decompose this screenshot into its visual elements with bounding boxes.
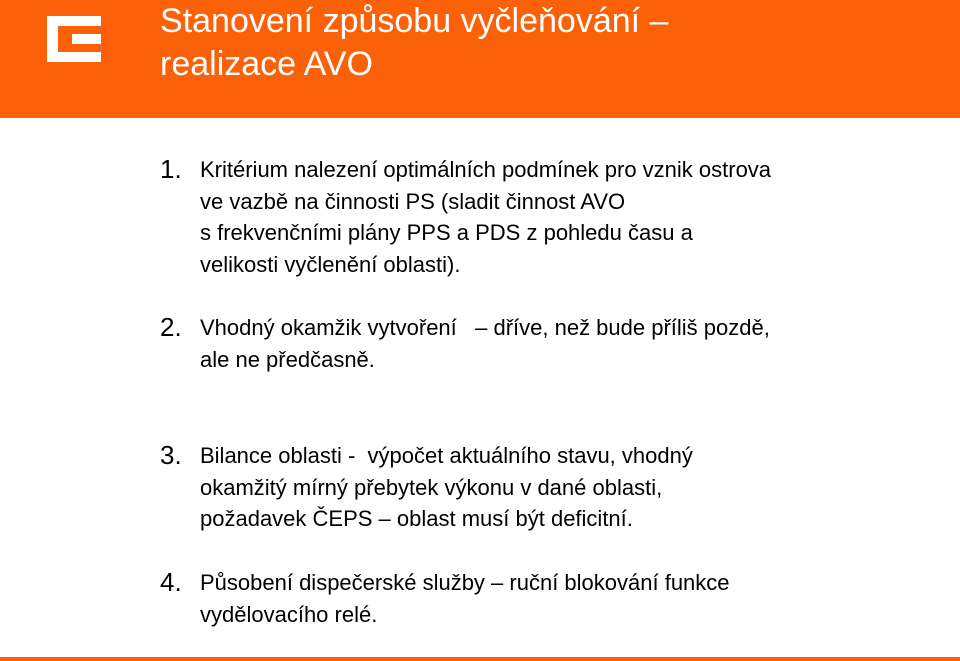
list-item-4 xyxy=(160,567,920,630)
list-item-number: 1. xyxy=(160,154,182,184)
list-item-text xyxy=(200,312,920,375)
list-item-1 xyxy=(160,154,920,280)
list-item-line: požadavek ČEPS – oblast musí být deficitní. xyxy=(200,506,633,531)
list-item-line: Kritérium nalezení optimálních podmínek pro vznik ostrova xyxy=(200,157,772,182)
list-item-text xyxy=(200,567,920,630)
list-item-number: 2. xyxy=(160,312,182,342)
list-item-3 xyxy=(160,440,920,535)
list-item-number: 3. xyxy=(160,440,182,470)
list-item-line: ve vazbě na činnosti PS (sladit činnost AVO xyxy=(200,188,626,214)
page-title-line-2: realizace AVO xyxy=(160,45,373,83)
list-item-line: s frekvenčními plány PPS a PDS z pohledu času a xyxy=(200,220,693,245)
list-item-line: vydělovacího relé. xyxy=(200,601,378,627)
list-item-text xyxy=(200,154,920,280)
list-item-line: Vhodný okamžik vytvoření – dříve, než bude příliš pozdě, xyxy=(200,315,770,340)
list-item-line: Působení dispečerské služby – ruční blokování funkce xyxy=(200,570,730,595)
list-item-line: velikosti vyčlenění oblasti). xyxy=(200,251,461,277)
list-item-line: ale ne předčasně. xyxy=(200,346,375,372)
list-item-line: Bilance oblasti - výpočet aktuálního stavu, vhodný xyxy=(200,443,693,468)
list-item-number: 4. xyxy=(160,567,182,597)
page-title-line-1: Stanovení způsobu vyčleňování – xyxy=(160,2,669,40)
list-item-2 xyxy=(160,312,920,375)
list-item-line: okamžitý mírný přebytek výkonu v dané oblasti, xyxy=(200,474,663,500)
bottom-accent-bar xyxy=(0,657,960,661)
list-item-text xyxy=(200,440,920,535)
